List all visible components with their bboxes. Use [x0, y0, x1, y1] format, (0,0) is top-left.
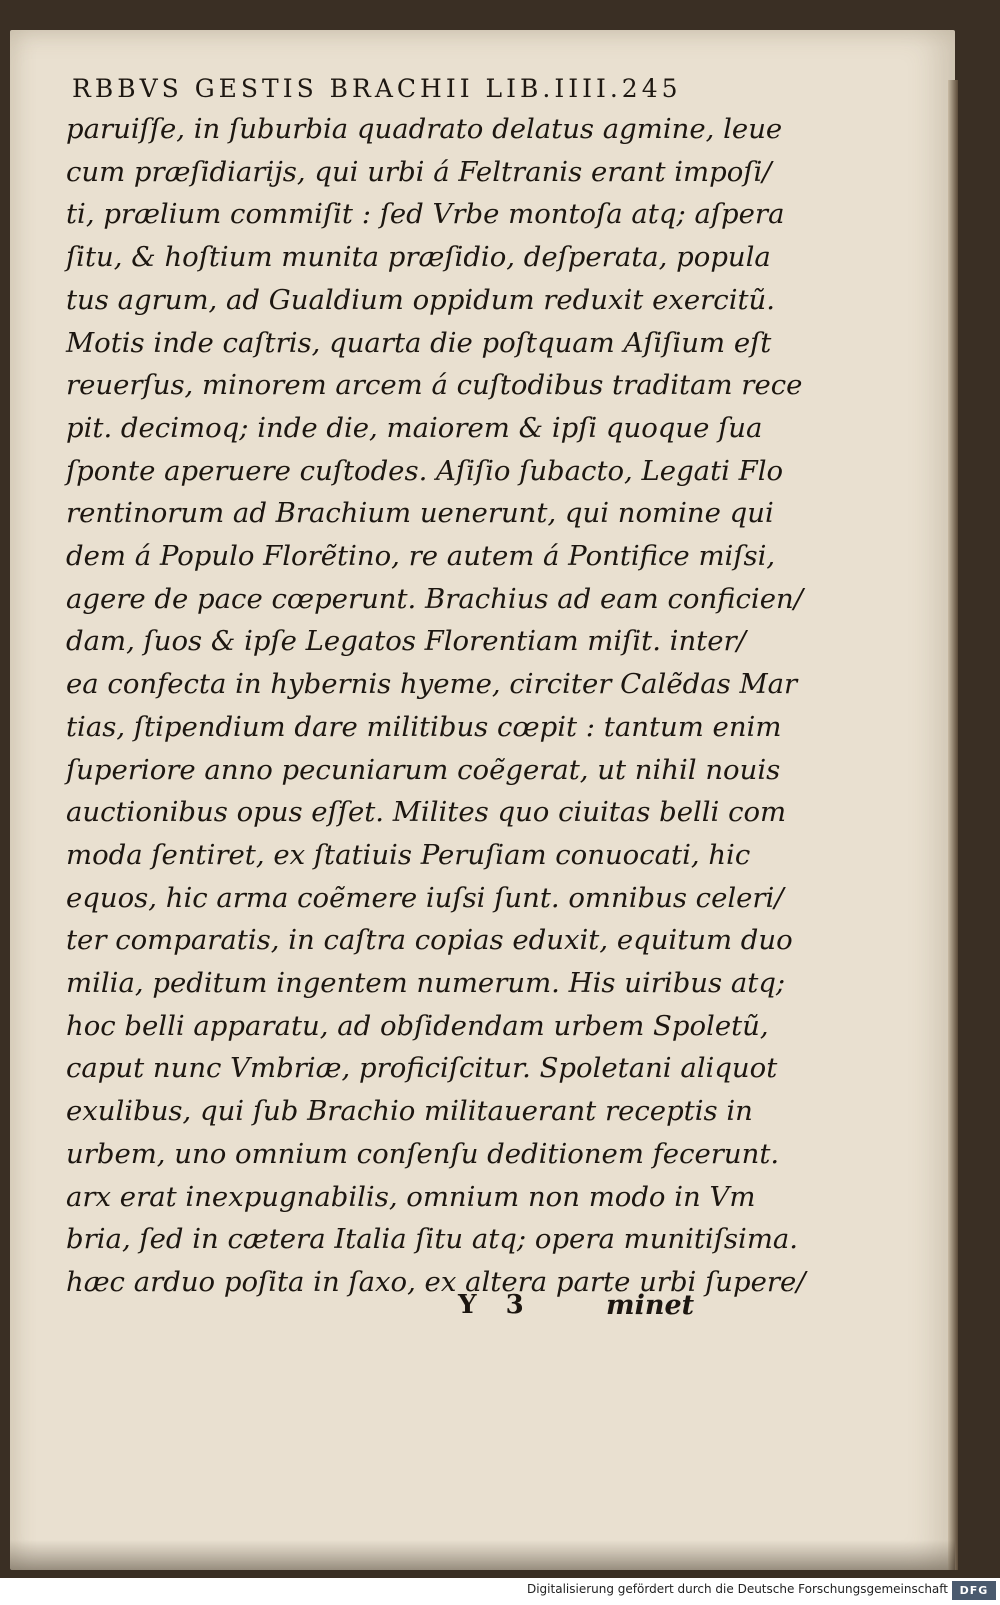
text-line: milia, peditum ingentem numerum. His uiribus atq; [66, 967, 786, 1000]
text-line: agere de pace cœperunt. Brachius ad eam conficien/ [66, 582, 803, 615]
catchword: minet [606, 1290, 695, 1321]
text-line: urbem, uno omnium conſenſu deditionem fecerunt. [66, 1137, 780, 1170]
text-line: hoc belli apparatu, ad obſidendam urbem Spoletũ, [66, 1009, 769, 1042]
text-line: hæc arduo poſita in ſaxo, ex altera parte urbi ſupere/ [66, 1265, 806, 1298]
text-line: Motis inde caſtris, quarta die poſtquam Aſiſium eſt [66, 326, 772, 359]
text-line: tus agrum, ad Gualdium oppidum reduxit exercitũ. [66, 283, 775, 316]
text-line: exulibus, qui ſub Brachio militauerant receptis in [66, 1095, 753, 1128]
text-line: bria, ſed in cætera Italia ſitu atq; opera munitiſsima. [66, 1223, 799, 1256]
text-line: auctionibus opus eſſet. Milites quo ciuitas belli com [66, 796, 787, 829]
signature-mark: Y 3 [458, 1290, 534, 1320]
text-line: arx erat inexpugnabilis, omnium non modo in Vm [66, 1180, 756, 1213]
dfg-logo: DFG [952, 1581, 996, 1600]
text-line: ſuperiore anno pecuniarum coẽgerat, ut nihil nouis [66, 753, 781, 786]
text-line: equos, hic arma coẽmere iuſsi ſunt. omnibus celeri/ [66, 881, 784, 914]
text-line: ſitu, & hoſtium munita præſidio, deſperata, popula [66, 241, 771, 274]
text-line: dam, ſuos & ipſe Legatos Florentiam miſit. inter/ [66, 625, 746, 658]
text-line: caput nunc Vmbriæ, proficiſcitur. Spoletani aliquot [66, 1052, 778, 1085]
text-line: pit. decimoq; inde die, maiorem & ipſi quoque ſua [66, 411, 763, 444]
page-edge [948, 80, 958, 1570]
page-shadow [10, 1540, 955, 1570]
running-head: RBBVS GESTIS BRACHII LIB.IIII.245 [72, 74, 682, 103]
text-line: dem á Populo Florẽtino, re autem á Pontifice miſsi, [66, 540, 776, 573]
text-line: paruiſſe, in ſuburbia quadrato delatus agmine, leue [66, 113, 783, 145]
text-line: tias, ſtipendium dare militibus cœpit : tantum enim [66, 710, 782, 743]
text-line: rentinorum ad Brachium uenerunt, qui nomine qui [66, 497, 774, 530]
credit-text: Digitalisierung gefördert durch die Deutsche Forschungsgemeinschaft [526, 1582, 948, 1596]
text-line: ti, prælium commiſit : ſed Vrbe montoſa atq; aſpera [66, 198, 785, 231]
text-line: ſponte aperuere cuſtodes. Aſiſio ſubacto, Legati Flo [66, 454, 784, 487]
page-footer [0, 1290, 1000, 1330]
text-line: ea confecta in hybernis hyeme, circiter Calẽdas Mar [66, 668, 798, 701]
credit-bar [0, 1578, 1000, 1605]
text-line: moda ſentiret, ex ſtatiuis Peruſiam conuocati, hic [66, 838, 751, 871]
body-text [66, 108, 806, 1304]
text-line: cum præſidiarijs, qui urbi á Feltranis erant impoſi/ [66, 155, 772, 188]
text-line: ter comparatis, in caſtra copias eduxit, equitum duo [66, 924, 793, 957]
text-line: reuerſus, minorem arcem á cuſtodibus traditam rece [66, 369, 803, 402]
